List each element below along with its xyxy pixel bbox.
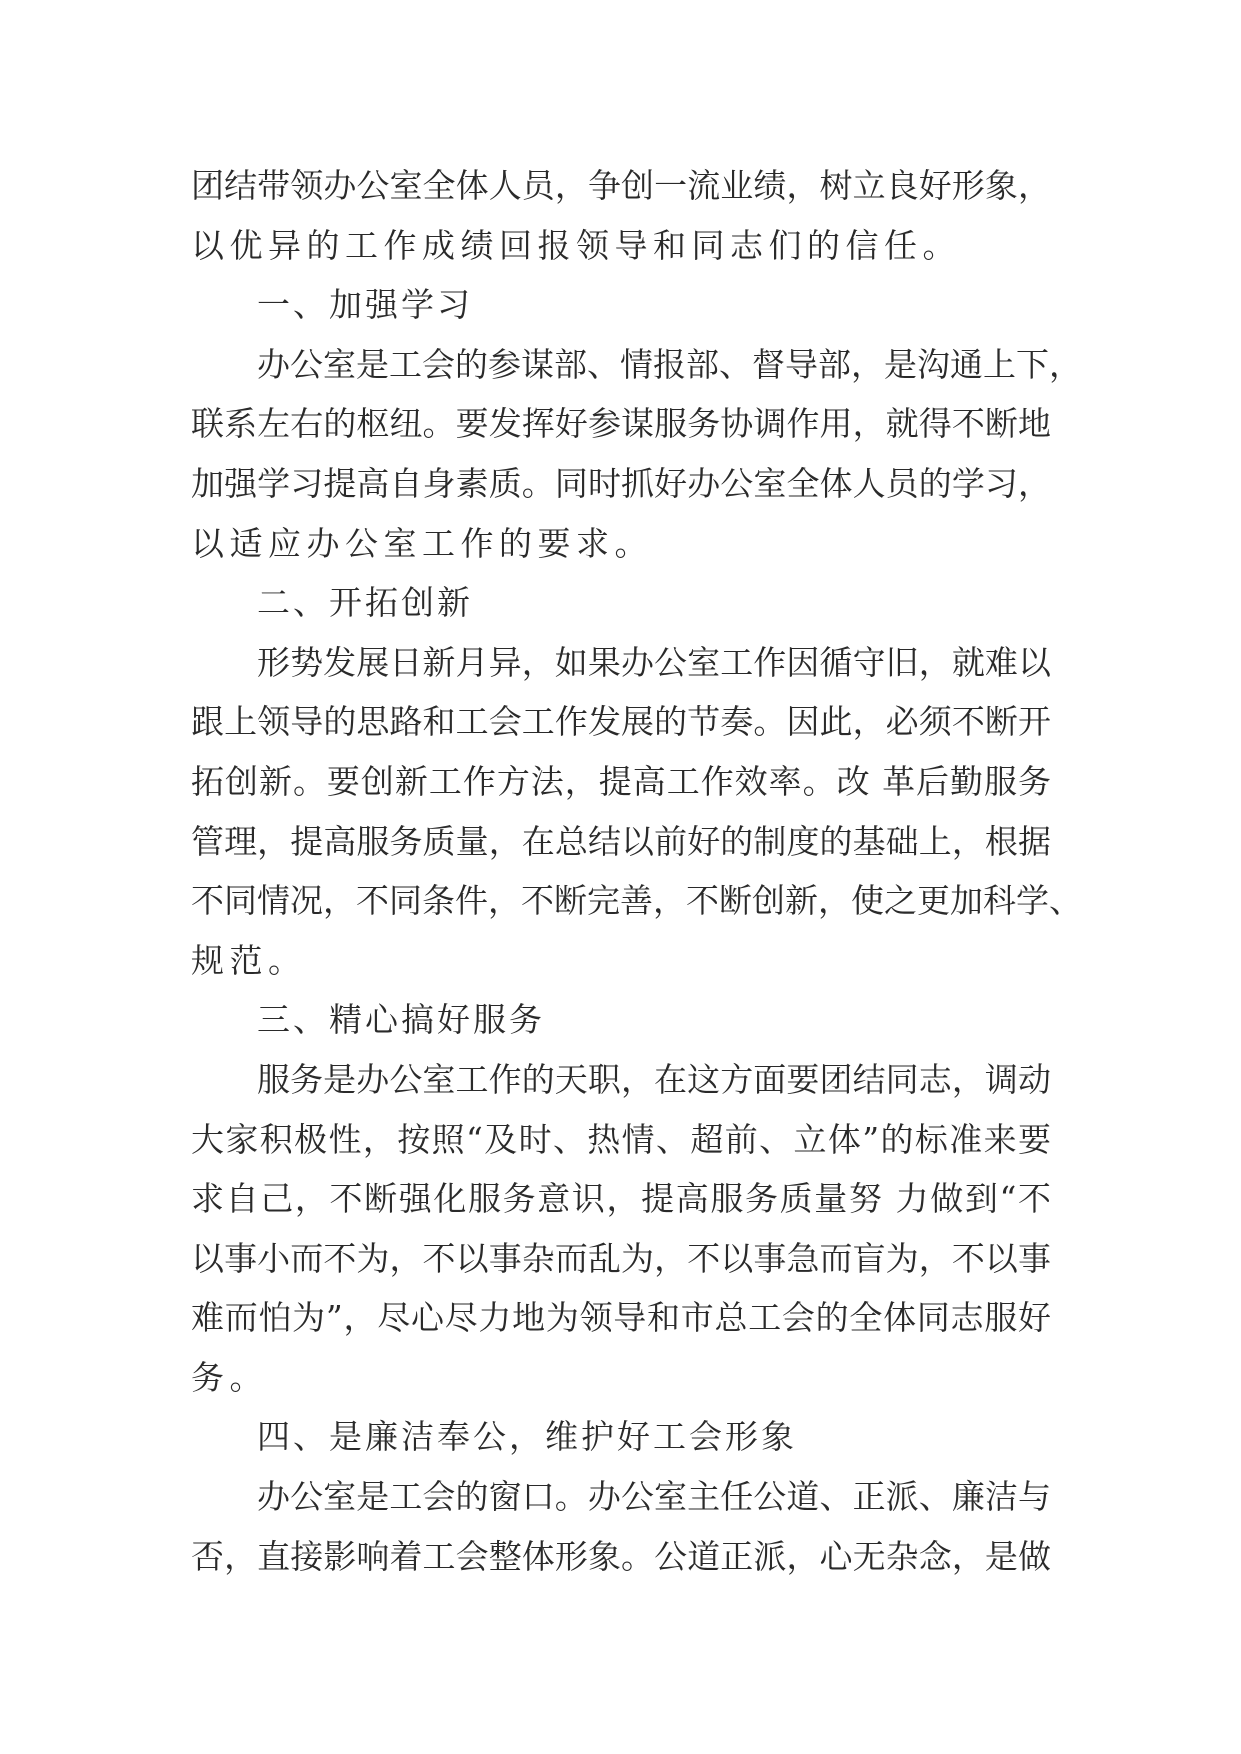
body-line: 形势发展日新月异，如果办公室工作因循守旧，就难以 bbox=[257, 642, 1051, 682]
body-line: 服务是办公室工作的天职，在这方面要团结同志，调动 bbox=[257, 1059, 1051, 1099]
body-line: 不同情况，不同条件，不断完善，不断创新，使之更加科学、 bbox=[191, 881, 1082, 921]
body-line: 以事小而不为，不以事杂而乱为，不以事急而盲为，不以事 bbox=[191, 1238, 1051, 1278]
body-line: 求自己，不断强化服务意识，提高服务质量努 力做到“不 bbox=[191, 1179, 1051, 1219]
body-line: 务。 bbox=[191, 1357, 268, 1397]
document-body bbox=[191, 156, 1082, 1586]
body-line: 以优异的工作成绩回报领导和同志们的信任。 bbox=[191, 225, 961, 265]
section-heading-2: 二、开拓创新 bbox=[257, 583, 473, 623]
body-line: 跟上领导的思路和工会工作发展的节奏。因此，必须不断开 bbox=[191, 702, 1051, 742]
section-heading-4: 四、是廉洁奉公，维护好工会形象 bbox=[257, 1417, 797, 1457]
body-line: 团结带领办公室全体人员，争创一流业绩，树立良好形象， bbox=[191, 166, 1051, 205]
body-line: 以适应办公室工作的要求。 bbox=[191, 523, 653, 563]
body-line: 联系左右的枢纽。要发挥好参谋服务协调作用，就得不断地 bbox=[191, 404, 1051, 444]
body-line: 否，直接影响着工会整体形象。公道正派，心无杂念，是做 bbox=[191, 1536, 1051, 1576]
body-line: 办公室是工会的参谋部、情报部、督导部，是沟通上下， bbox=[257, 344, 1082, 384]
body-line: 加强学习提高自身素质。同时抓好办公室全体人员的学习， bbox=[191, 463, 1051, 503]
body-line: 办公室是工会的窗口。办公室主任公道、正派、廉洁与 bbox=[257, 1477, 1051, 1517]
body-line: 大家积极性，按照“及时、热情、超前、立体”的标准来要 bbox=[191, 1119, 1051, 1159]
body-line: 规范。 bbox=[191, 940, 307, 980]
body-line: 难而怕为”，尽心尽力地为领导和市总工会的全体同志服好 bbox=[191, 1298, 1051, 1338]
body-line: 管理，提高服务质量，在总结以前好的制度的基础上，根据 bbox=[191, 821, 1051, 861]
section-heading-3: 三、精心搞好服务 bbox=[257, 1000, 545, 1040]
body-line: 拓创新。要创新工作方法，提高工作效率。改 革后勤服务 bbox=[191, 761, 1051, 801]
section-heading-1: 一、加强学习 bbox=[257, 285, 473, 325]
